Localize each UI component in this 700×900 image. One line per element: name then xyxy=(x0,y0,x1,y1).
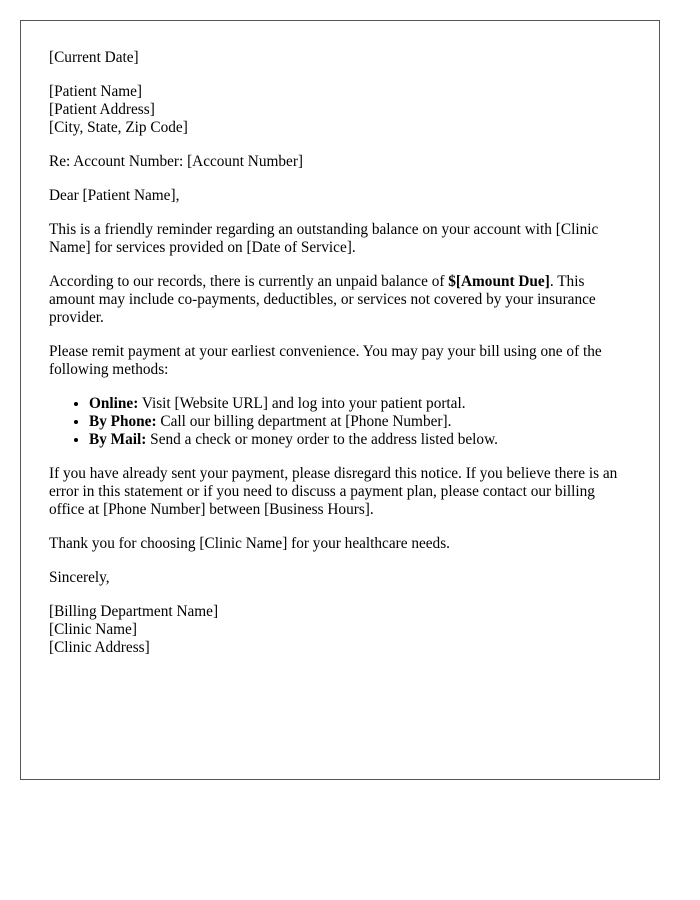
method-text: Call our billing department at [Phone Number]. xyxy=(156,413,452,430)
balance-paragraph xyxy=(49,273,631,327)
signature-address: [Clinic Address] xyxy=(49,639,150,656)
signature-department: [Billing Department Name] xyxy=(49,603,219,620)
payment-method-mail xyxy=(89,431,631,449)
letter-date: [Current Date] xyxy=(49,49,139,66)
method-label: Online: xyxy=(89,395,139,412)
method-text: Visit [Website URL] and log into your patient portal. xyxy=(138,395,466,412)
salutation: Dear [Patient Name], xyxy=(49,187,180,204)
signature-block xyxy=(49,603,631,657)
recipient-name: [Patient Name] xyxy=(49,83,143,100)
payment-intro-paragraph: Please remit payment at your earliest convenience. You may pay your bill using one of the following methods: xyxy=(49,343,602,378)
balance-text-before: According to our records, there is currently an unpaid balance of xyxy=(49,273,449,290)
recipient-address: [Patient Address] xyxy=(49,101,155,118)
intro-paragraph: This is a friendly reminder regarding an outstanding balance on your account with [Clinic Name] for services provided on [Date of Service]. xyxy=(49,221,599,256)
method-text: Send a check or money order to the address listed below. xyxy=(146,431,498,448)
method-label: By Phone: xyxy=(89,413,157,430)
balance-text-after: . This amount may include co-payments, deductibles, or services not covered by your insurance provider. xyxy=(49,273,596,326)
recipient-city-state-zip: [City, State, Zip Code] xyxy=(49,119,188,136)
thanks-paragraph: Thank you for choosing [Clinic Name] for your healthcare needs. xyxy=(49,535,450,552)
signature-clinic: [Clinic Name] xyxy=(49,621,137,638)
method-label: By Mail: xyxy=(89,431,147,448)
reference-line: Re: Account Number: [Account Number] xyxy=(49,153,304,170)
payment-methods-list xyxy=(49,395,631,449)
recipient-block xyxy=(49,83,631,137)
payment-method-phone xyxy=(89,413,631,431)
payment-reminder-letter xyxy=(20,20,660,780)
payment-method-online xyxy=(89,395,631,413)
amount-due: $[Amount Due] xyxy=(448,273,550,290)
closing: Sincerely, xyxy=(49,569,110,586)
disregard-paragraph: If you have already sent your payment, please disregard this notice. If you believe there is an error in this statement or if you need to discuss a payment plan, please contact our billing office at [Phone Number] between [Business Hours]. xyxy=(49,465,618,518)
